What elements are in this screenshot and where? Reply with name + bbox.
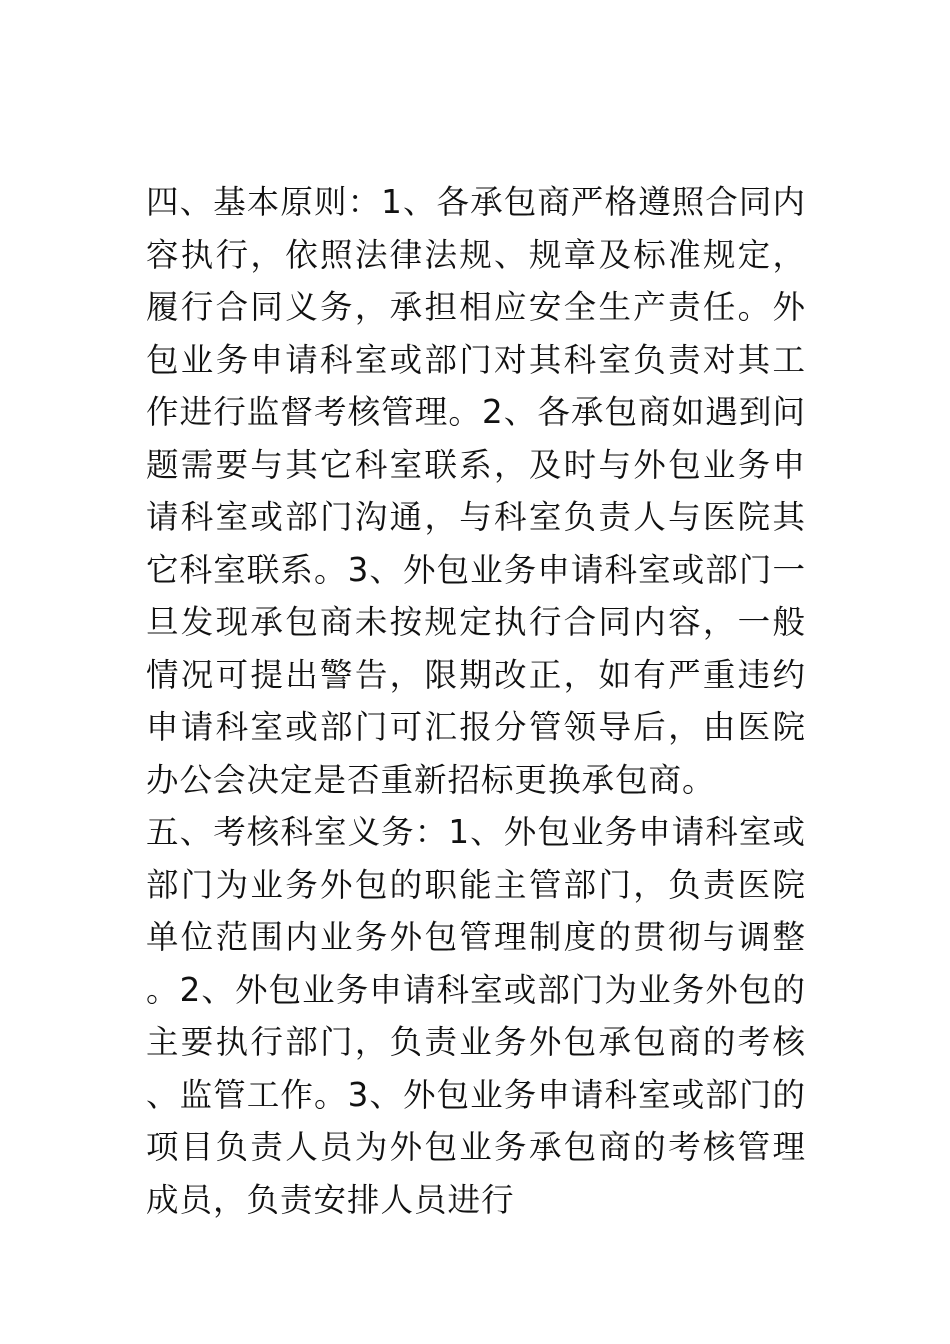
paragraph-department-duties: 五、考核科室义务：1、外包业务申请科室或部门为业务外包的职能主管部门，负责医院单位范围内业务外包管理制度的贯彻与调整。2、外包业务申请科室或部门为业务外包的主要执行部门，负责业务外包承包商的考核、监管工作。3、外包业务申请科室或部门的项目负责人员为外包业务承包商的考核管理成员，负责安排人员进行 <box>146 813 806 1219</box>
document-page <box>146 176 806 1226</box>
paragraph-basic-principles: 四、基本原则：1、各承包商严格遵照合同内容执行，依照法律法规、规章及标准规定，履行合同义务，承担相应安全生产责任。外包业务申请科室或部门对其科室负责对其工作进行监督考核管理。2、各承包商如遇到问题需要与其它科室联系，及时与外包业务申请科室或部门沟通，与科室负责人与医院其它科室联系。3、外包业务申请科室或部门一旦发现承包商未按规定执行合同内容，一般情况可提出警告，限期改正，如有严重违约申请科室或部门可汇报分管领导后，由医院办公会决定是否重新招标更换承包商。 <box>146 183 806 799</box>
